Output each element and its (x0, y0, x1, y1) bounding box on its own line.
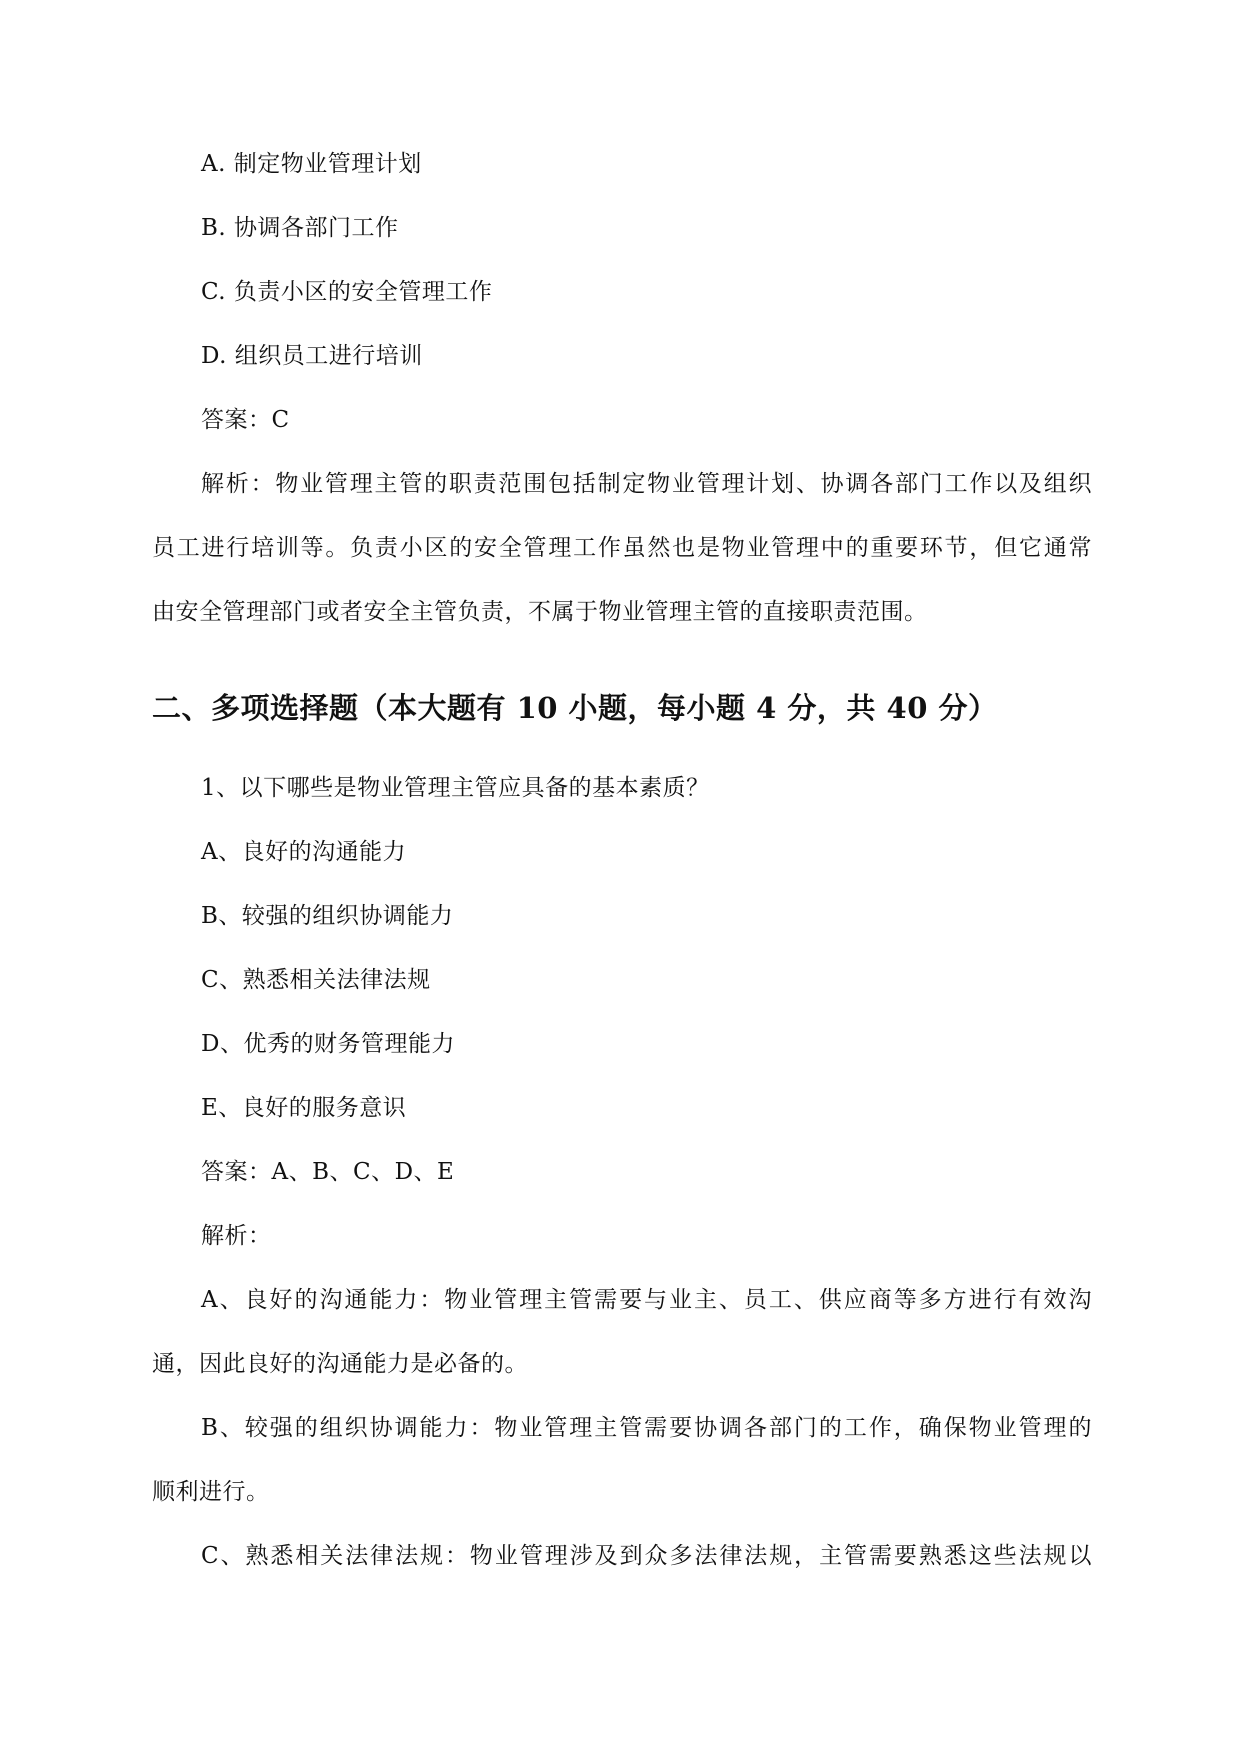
option-label: B. (201, 215, 227, 241)
option-c: C、熟悉相关法律法规 (201, 967, 431, 993)
option-text: 协调各部门工作 (234, 215, 399, 241)
explanation-line: 顺利进行。 (152, 1479, 270, 1505)
analysis-label: 解析： (201, 1223, 272, 1249)
option-text: 组织员工进行培训 (234, 343, 423, 369)
option-label: D. (201, 343, 227, 369)
option-b (201, 212, 399, 244)
option-a: A、良好的沟通能力 (201, 839, 407, 865)
answer-line: 答案：C (201, 407, 290, 433)
option-e: E、良好的服务意识 (201, 1095, 407, 1121)
option-a (201, 148, 422, 180)
section-heading: 二、多项选择题（本大题有 10 小题，每小题 4 分，共 40 分） (152, 691, 998, 725)
answer-line: 答案：A、B、C、D、E (201, 1159, 455, 1185)
explanation-line: 通，因此良好的沟通能力是必备的。 (152, 1351, 528, 1377)
analysis-line-3: 由安全管理部门或者安全主管负责，不属于物业管理主管的直接职责范围。 (152, 599, 928, 625)
analysis-line-1: 解析：物业管理主管的职责范围包括制定物业管理计划、协调各部门工作以及组织 (201, 471, 1092, 497)
option-text: 负责小区的安全管理工作 (233, 279, 493, 305)
explanation-line: A、良好的沟通能力：物业管理主管需要与业主、员工、供应商等多方进行有效沟 (201, 1287, 1092, 1313)
analysis-line-2: 员工进行培训等。负责小区的安全管理工作虽然也是物业管理中的重要环节，但它通常 (152, 535, 1092, 561)
explanation-line: C、熟悉相关法律法规：物业管理涉及到众多法律法规，主管需要熟悉这些法规以 (201, 1543, 1092, 1569)
option-label: C. (201, 279, 227, 305)
option-label: A. (201, 151, 226, 177)
option-c (201, 276, 492, 308)
option-text: 制定物业管理计划 (233, 151, 422, 177)
option-d (201, 340, 423, 372)
option-d: D、优秀的财务管理能力 (201, 1031, 455, 1057)
question-text: 1、以下哪些是物业管理主管应具备的基本素质？ (201, 775, 710, 801)
explanation-line: B、较强的组织协调能力：物业管理主管需要协调各部门的工作，确保物业管理的 (201, 1415, 1092, 1441)
option-b: B、较强的组织协调能力 (201, 903, 454, 929)
